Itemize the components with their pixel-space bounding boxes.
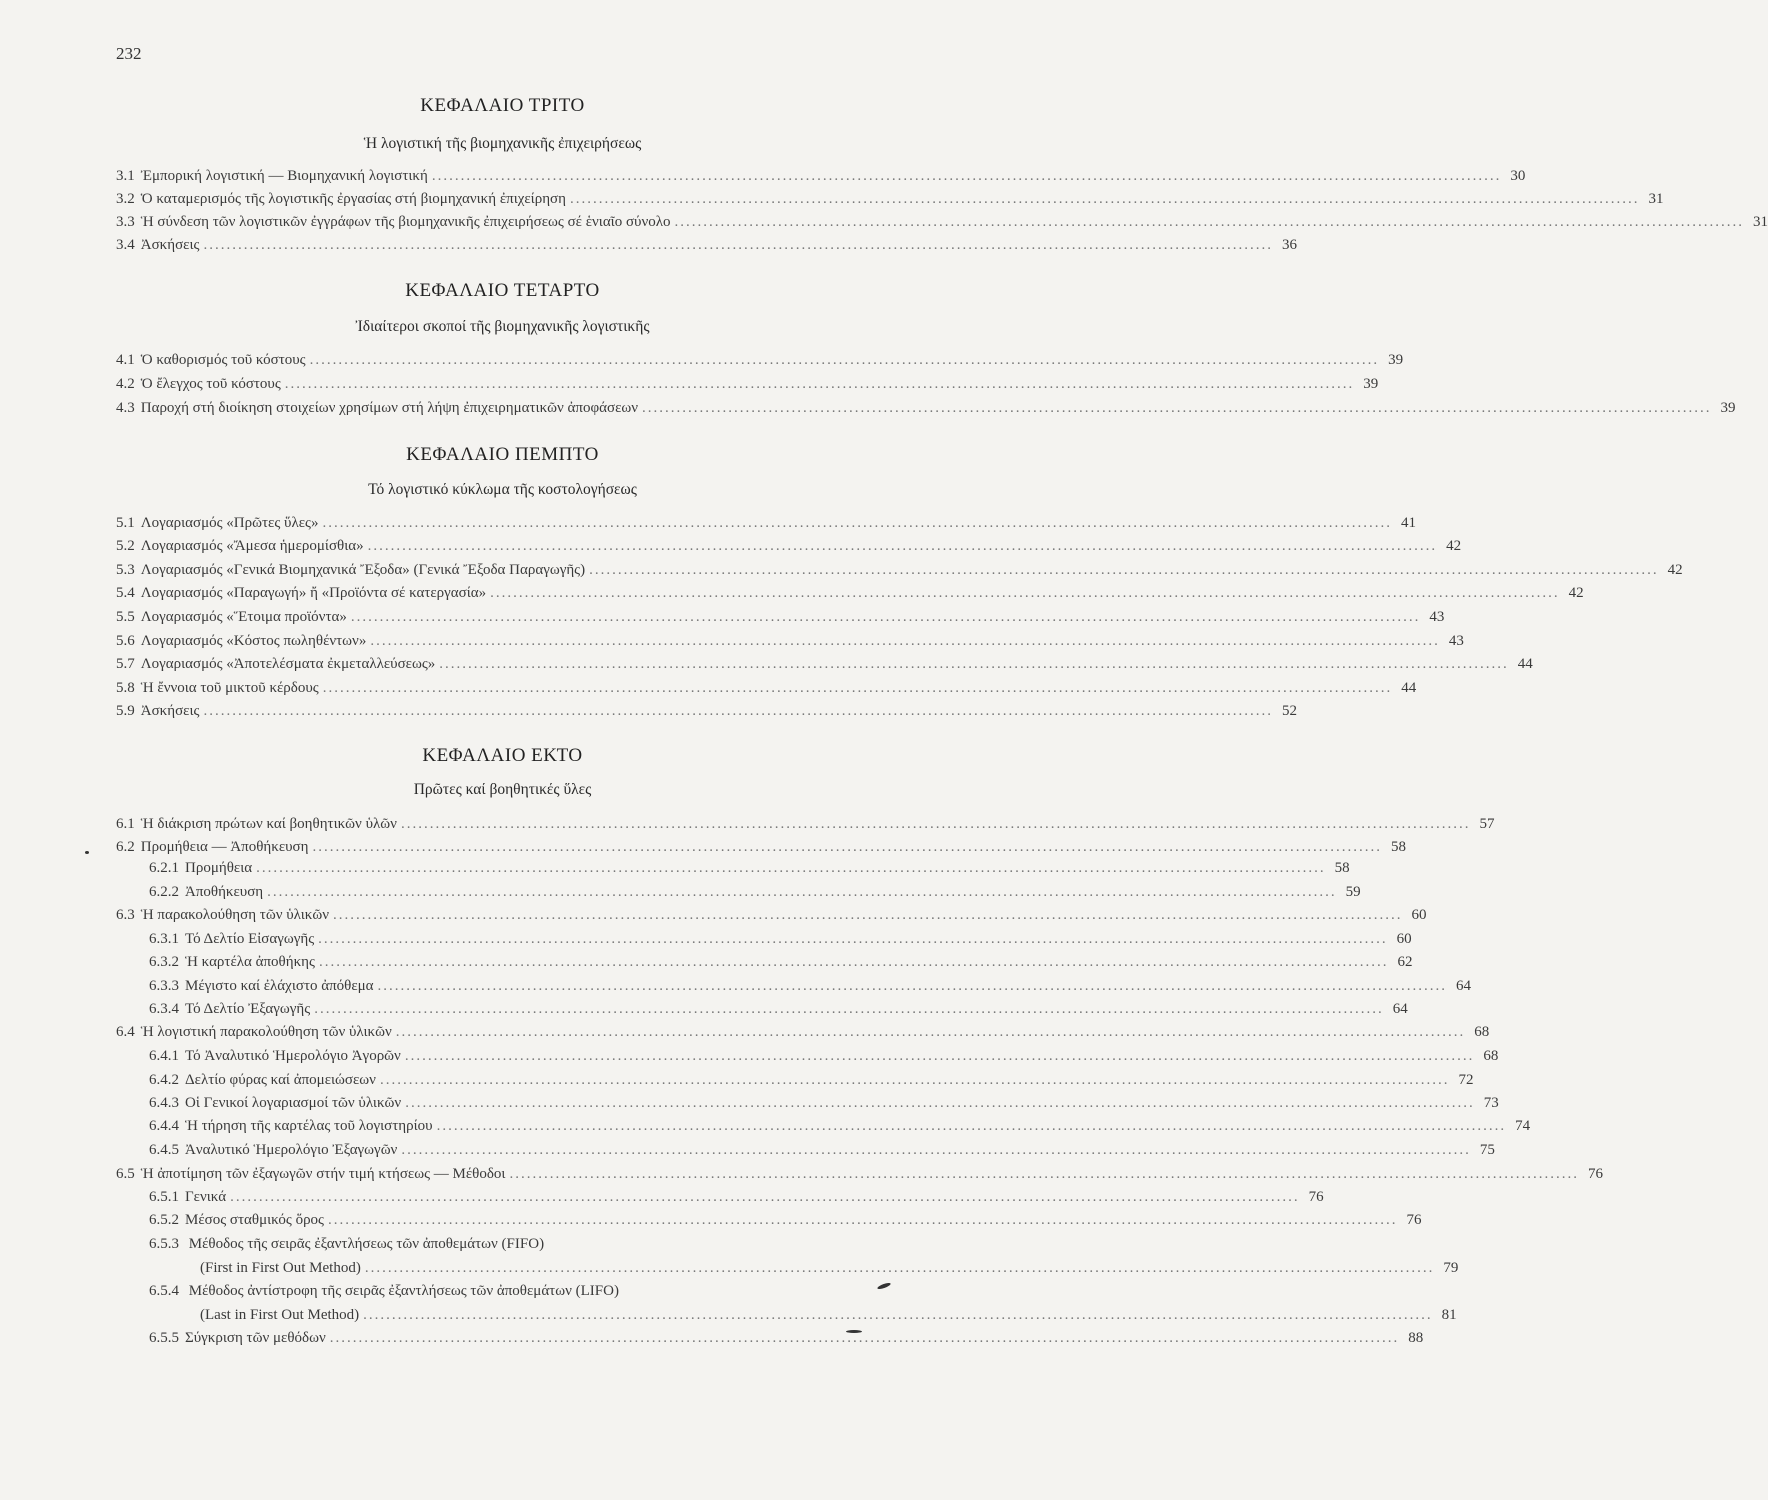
- toc-entry-page: 44: [1401, 680, 1417, 696]
- toc-entry-page: 79: [1443, 1260, 1459, 1276]
- toc-entry-number: 4.3: [116, 400, 135, 416]
- toc-entry[interactable]: [116, 398, 1736, 418]
- toc-entry-title: Ἀσκήσεις: [140, 237, 200, 253]
- toc-entry-page: 73: [1483, 1095, 1499, 1111]
- toc-entry[interactable]: [116, 536, 1462, 556]
- toc-entry-page: 64: [1456, 978, 1472, 994]
- toc-entry-page: 58: [1334, 860, 1350, 876]
- toc-entry-number: 5.5: [116, 609, 135, 625]
- toc-entry-number: 5.8: [116, 680, 135, 696]
- toc-entry-page: 59: [1345, 884, 1361, 900]
- toc-entry-title: Μέθοδος τῆς σειρᾶς ἐξαντλήσεως τῶν ἀποθεμάτων (FIFO): [188, 1236, 545, 1252]
- toc-entry-title: Ἀναλυτικό Ἡμερολόγιο Ἐξαγωγῶν: [185, 1142, 398, 1158]
- toc-entry-page: 64: [1392, 1001, 1408, 1017]
- toc-entry-title: Τό Δελτίο Ἐξαγωγῆς: [185, 1001, 311, 1017]
- toc-subentry-line1[interactable]: [149, 1234, 544, 1254]
- dot-leader: [378, 976, 1448, 996]
- toc-entry-title: Λογαριασμός «Παραγωγή» ἤ «Προϊόντα σέ κατεργασία»: [140, 585, 487, 601]
- toc-entry[interactable]: [116, 837, 1406, 857]
- toc-subentry[interactable]: [149, 976, 1472, 996]
- toc-entry-page: 62: [1397, 954, 1413, 970]
- toc-entry-page: 76: [1308, 1189, 1324, 1205]
- toc-subentry[interactable]: [149, 1140, 1495, 1160]
- dot-leader: [230, 1187, 1300, 1207]
- toc-entry-number: 3.2: [116, 191, 135, 207]
- toc-entry-number: 6.2: [116, 839, 135, 855]
- toc-entry[interactable]: [116, 350, 1404, 370]
- toc-entry-title: Ἐμπορική λογιστική — Βιομηχανική λογιστική: [140, 168, 428, 184]
- toc-entry[interactable]: [116, 814, 1495, 834]
- toc-entry[interactable]: [116, 905, 1427, 925]
- toc-entry-title: Λογαριασμός «Ἀποτελέσματα ἐκμεταλλεύσεως»: [140, 656, 436, 672]
- toc-entry-number: 6.3.4: [149, 1001, 179, 1017]
- toc-entry-page: 39: [1388, 352, 1404, 368]
- toc-entry-page: 31: [1753, 214, 1768, 230]
- toc-entry-title: Τό Ἀναλυτικό Ἡμερολόγιο Ἀγορῶν: [185, 1048, 401, 1064]
- toc-entry-title: Μέσος σταθμικός ὅρος: [185, 1212, 324, 1228]
- toc-entry-title-continued: (First in First Out Method): [200, 1260, 361, 1276]
- toc-entry[interactable]: [116, 374, 1379, 394]
- toc-subentry[interactable]: [149, 1187, 1324, 1207]
- toc-entry[interactable]: [116, 1022, 1490, 1042]
- toc-entry-page: 44: [1517, 656, 1533, 672]
- dot-leader: [314, 999, 1384, 1019]
- toc-entry-page: 39: [1363, 376, 1379, 392]
- toc-entry-page: 76: [1406, 1212, 1422, 1228]
- toc-entry[interactable]: [116, 513, 1416, 533]
- toc-entry-title: Λογαριασμός «Πρῶτες ὕλες»: [140, 515, 319, 531]
- toc-entry-title-continued: (Last in First Out Method): [200, 1307, 360, 1323]
- toc-entry-number: 6.5.1: [149, 1189, 179, 1205]
- toc-entry[interactable]: [116, 607, 1445, 627]
- toc-entry-number: 6.5.2: [149, 1212, 179, 1228]
- toc-entry-number: 5.7: [116, 656, 135, 672]
- toc-subentry[interactable]: [149, 1093, 1499, 1113]
- dot-leader: [570, 189, 1640, 209]
- toc-entry-title: Ἡ ἀποτίμηση τῶν ἐξαγωγῶν στήν τιμή κτήσεως — Μέθοδοι: [140, 1166, 506, 1182]
- toc-subentry[interactable]: [149, 952, 1413, 972]
- toc-entry[interactable]: [116, 235, 1297, 255]
- toc-entry-number: 5.9: [116, 703, 135, 719]
- toc-entry[interactable]: [116, 654, 1533, 674]
- dot-leader: [401, 814, 1471, 834]
- toc-entry-page: 60: [1411, 907, 1427, 923]
- toc-entry-number: 5.2: [116, 538, 135, 554]
- chapter-6-heading: ΚΕΦΑΛΑΙΟ ΕΚΤΟ: [422, 745, 583, 766]
- toc-entry-title: Ἡ σύνδεση τῶν λογιστικῶν ἐγγράφων τῆς βιομηχανικῆς ἐπιχειρήσεως σέ ἑνιαῖο σύνολο: [140, 214, 671, 230]
- toc-entry-number: 6.4.2: [149, 1072, 179, 1088]
- toc-entry-number: 5.1: [116, 515, 135, 531]
- toc-entry-page: 42: [1568, 585, 1584, 601]
- chapter-5-heading: ΚΕΦΑΛΑΙΟ ΠΕΜΠΤΟ: [406, 444, 599, 465]
- dot-leader: [351, 607, 1421, 627]
- toc-entry-number: 6.4.5: [149, 1142, 179, 1158]
- toc-entry-page: 72: [1458, 1072, 1474, 1088]
- toc-entry-title: Μέθοδος ἀντίστροφη τῆς σειρᾶς ἐξαντλήσεως τῶν ἀποθεμάτων (LIFO): [188, 1283, 619, 1299]
- dot-leader: [396, 1022, 1466, 1042]
- toc-subentry[interactable]: [149, 1116, 1531, 1136]
- dot-leader: [267, 882, 1337, 902]
- dot-leader: [675, 212, 1745, 232]
- toc-subentry[interactable]: [149, 1046, 1499, 1066]
- dot-leader: [380, 1070, 1450, 1090]
- toc-entry[interactable]: [116, 212, 1768, 232]
- toc-entry-page: 81: [1441, 1307, 1457, 1323]
- page-number: 232: [116, 44, 142, 63]
- toc-subentry-line2[interactable]: [200, 1258, 1459, 1278]
- toc-entry[interactable]: [116, 701, 1297, 721]
- toc-subentry-line1[interactable]: [149, 1281, 619, 1301]
- ink-smudge: [846, 1330, 862, 1333]
- toc-entry-page: 36: [1281, 237, 1297, 253]
- toc-entry-number: 6.3.3: [149, 978, 179, 994]
- toc-subentry[interactable]: [149, 1210, 1422, 1230]
- ink-speck: [85, 851, 89, 854]
- dot-leader: [405, 1046, 1475, 1066]
- dot-leader: [323, 678, 1393, 698]
- toc-entry-title: Λογαριασμός «Γενικά Βιομηχανικά Ἔξοδα» (Γενικά Ἔξοδα Παραγωγῆς): [140, 562, 586, 578]
- toc-entry-number: 6.5.4: [149, 1283, 179, 1299]
- toc-entry-page: 31: [1648, 191, 1664, 207]
- toc-entry-title: Παροχή στή διοίκηση στοιχείων χρησίμων στή λήψη ἐπιχειρηματικῶν ἀποφάσεων: [140, 400, 639, 416]
- toc-entry-page: 88: [1408, 1330, 1424, 1346]
- chapter-4-heading: ΚΕΦΑΛΑΙΟ ΤΕΤΑΡΤΟ: [405, 280, 600, 301]
- toc-entry-number: 6.4.4: [149, 1118, 179, 1134]
- toc-entry-title: Λογαριασμός «Ἕτοιμα προϊόντα»: [140, 609, 347, 625]
- toc-entry-number: 6.2.2: [149, 884, 179, 900]
- toc-entry-title: Γενικά: [185, 1189, 227, 1205]
- dot-leader: [328, 1210, 1398, 1230]
- toc-entry-number: 3.3: [116, 214, 135, 230]
- toc-entry-number: 3.4: [116, 237, 135, 253]
- toc-entry[interactable]: [116, 189, 1664, 209]
- dot-leader: [370, 631, 1440, 651]
- dot-leader: [256, 858, 1326, 878]
- toc-subentry[interactable]: [149, 1070, 1474, 1090]
- toc-subentry[interactable]: [149, 882, 1361, 902]
- toc-entry-title: Ἡ λογιστική παρακολούθηση τῶν ὑλικῶν: [140, 1024, 392, 1040]
- toc-entry-number: 6.1: [116, 816, 135, 832]
- dot-leader: [203, 235, 1273, 255]
- toc-entry-page: 68: [1483, 1048, 1499, 1064]
- toc-entry-number: 5.3: [116, 562, 135, 578]
- dot-leader: [363, 1305, 1433, 1325]
- toc-entry-number: 6.5.5: [149, 1330, 179, 1346]
- dot-leader: [368, 536, 1438, 556]
- dot-leader: [509, 1164, 1579, 1184]
- toc-entry-number: 3.1: [116, 168, 135, 184]
- toc-entry-title: Ἡ διάκριση πρώτων καί βοηθητικῶν ὑλῶν: [140, 816, 397, 832]
- toc-entry-number: 6.4: [116, 1024, 135, 1040]
- toc-entry-page: 75: [1479, 1142, 1495, 1158]
- toc-entry-number: 6.5.3: [149, 1236, 179, 1252]
- dot-leader: [333, 905, 1403, 925]
- dot-leader: [642, 398, 1712, 418]
- toc-entry[interactable]: [116, 166, 1526, 186]
- toc-entry-title: Ἀποθήκευση: [185, 884, 264, 900]
- toc-entry-title: Ὁ καθορισμός τοῦ κόστους: [140, 352, 306, 368]
- dot-leader: [401, 1140, 1471, 1160]
- toc-entry-number: 4.2: [116, 376, 135, 392]
- dot-leader: [405, 1093, 1475, 1113]
- toc-entry[interactable]: [116, 583, 1584, 603]
- toc-entry[interactable]: [116, 678, 1417, 698]
- toc-entry-title: Ὁ ἔλεγχος τοῦ κόστους: [140, 376, 281, 392]
- dot-leader: [318, 929, 1388, 949]
- toc-entry-page: 52: [1281, 703, 1297, 719]
- toc-entry-page: 42: [1667, 562, 1683, 578]
- dot-leader: [437, 1116, 1507, 1136]
- dot-leader: [439, 654, 1509, 674]
- toc-entry-page: 68: [1474, 1024, 1490, 1040]
- toc-entry-number: 6.3.1: [149, 931, 179, 947]
- toc-entry-number: 4.1: [116, 352, 135, 368]
- toc-entry-title: Σύγκριση τῶν μεθόδων: [185, 1330, 326, 1346]
- toc-entry-title: Λογαριασμός «Κόστος πωληθέντων»: [140, 633, 367, 649]
- toc-entry-page: 60: [1396, 931, 1412, 947]
- dot-leader: [319, 952, 1389, 972]
- dot-leader: [432, 166, 1502, 186]
- dot-leader: [589, 560, 1659, 580]
- toc-entry-page: 42: [1446, 538, 1462, 554]
- dot-leader: [285, 374, 1355, 394]
- dot-leader: [310, 350, 1380, 370]
- toc-entry-title: Λογαριασμός «Ἄμεσα ἡμερομίσθια»: [140, 538, 364, 554]
- toc-entry-title: Ἡ παρακολούθηση τῶν ὑλικῶν: [140, 907, 330, 923]
- toc-entry-page: 58: [1390, 839, 1406, 855]
- dot-leader: [203, 701, 1273, 721]
- toc-entry-page: 39: [1720, 400, 1736, 416]
- toc-entry-title: Δελτίο φύρας καί ἀπομειώσεων: [185, 1072, 376, 1088]
- toc-entry-page: 43: [1448, 633, 1464, 649]
- toc-entry-title: Ὁ καταμερισμός τῆς λογιστικῆς ἐργασίας στή βιομηχανική ἐπιχείρηση: [140, 191, 566, 207]
- toc-entry-title: Μέγιστο καί ἐλάχιστο ἀπόθεμα: [185, 978, 374, 994]
- toc-entry-number: 6.4.3: [149, 1095, 179, 1111]
- chapter-5-subtitle: Τό λογιστικό κύκλωμα τῆς κοστολογήσεως: [368, 481, 637, 498]
- toc-entry-title: Ἡ καρτέλα ἀποθήκης: [185, 954, 315, 970]
- toc-subentry[interactable]: [149, 999, 1408, 1019]
- chapter-4-subtitle: Ἰδιαίτεροι σκοποί τῆς βιομηχανικῆς λογιστικῆς: [355, 318, 650, 335]
- toc-entry-number: 5.4: [116, 585, 135, 601]
- toc-entry-number: 6.3.2: [149, 954, 179, 970]
- toc-subentry-line2[interactable]: [200, 1305, 1457, 1325]
- chapter-3-subtitle: Ἡ λογιστική τῆς βιομηχανικῆς ἐπιχειρήσεως: [363, 135, 642, 152]
- toc-subentry[interactable]: [149, 858, 1350, 878]
- toc-entry[interactable]: [116, 1164, 1603, 1184]
- toc-entry-title: Τό Δελτίο Εἰσαγωγῆς: [185, 931, 315, 947]
- toc-entry-title: Ἡ ἔννοια τοῦ μικτοῦ κέρδους: [140, 680, 319, 696]
- dot-leader: [330, 1328, 1400, 1348]
- toc-entry-page: 41: [1400, 515, 1416, 531]
- toc-entry-number: 6.3: [116, 907, 135, 923]
- toc-entry-number: 6.5: [116, 1166, 135, 1182]
- ink-smudge: [877, 1282, 892, 1291]
- toc-entry-number: 5.6: [116, 633, 135, 649]
- toc-subentry[interactable]: [149, 929, 1412, 949]
- dot-leader: [322, 513, 1392, 533]
- toc-subentry[interactable]: [149, 1328, 1424, 1348]
- toc-entry-title: Οἱ Γενικοί λογαριασμοί τῶν ὑλικῶν: [185, 1095, 402, 1111]
- toc-entry-page: 57: [1479, 816, 1495, 832]
- toc-entry-page: 76: [1587, 1166, 1603, 1182]
- chapter-6-subtitle: Πρῶτες καί βοηθητικές ὕλες: [413, 781, 592, 798]
- toc-entry[interactable]: [116, 560, 1683, 580]
- toc-entry-title: Προμήθεια: [185, 860, 253, 876]
- toc-entry-title: Προμήθεια — Ἀποθήκευση: [140, 839, 309, 855]
- toc-entry-title: Ἡ τήρηση τῆς καρτέλας τοῦ λογιστηρίου: [185, 1118, 433, 1134]
- dot-leader: [312, 837, 1382, 857]
- toc-entry-page: 43: [1429, 609, 1445, 625]
- toc-entry-title: Ἀσκήσεις: [140, 703, 200, 719]
- toc-entry-number: 6.4.1: [149, 1048, 179, 1064]
- chapter-3-heading: ΚΕΦΑΛΑΙΟ ΤΡΙΤΟ: [420, 95, 585, 116]
- toc-entry-page: 30: [1510, 168, 1526, 184]
- dot-leader: [490, 583, 1560, 603]
- dot-leader: [365, 1258, 1435, 1278]
- toc-entry-page: 74: [1515, 1118, 1531, 1134]
- toc-entry-number: 6.2.1: [149, 860, 179, 876]
- toc-entry[interactable]: [116, 631, 1464, 651]
